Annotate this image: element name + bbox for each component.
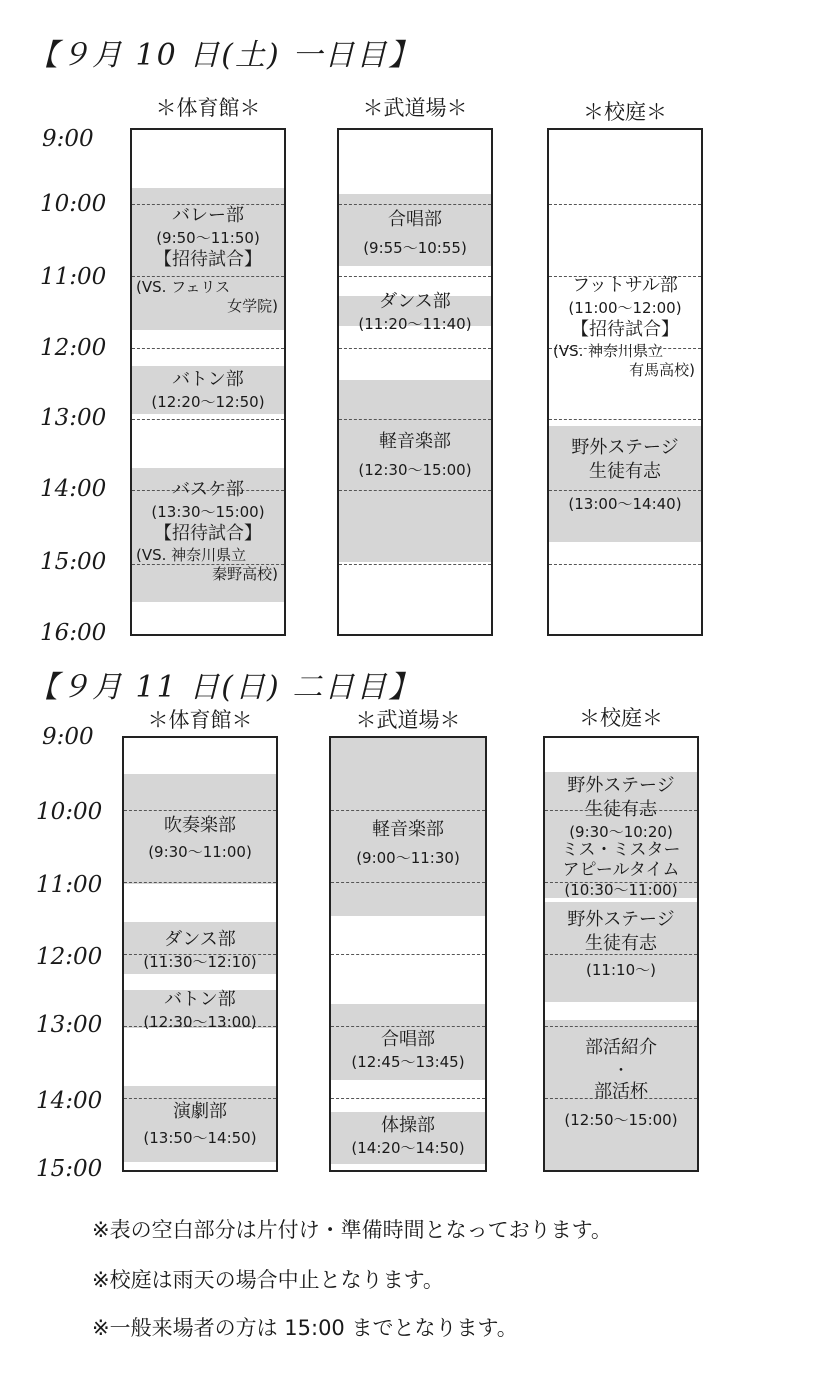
hour-gridline — [549, 564, 701, 565]
day2-schoolyard-column — [543, 736, 699, 1172]
event-time: (13:50～14:50) — [143, 1129, 257, 1147]
hour-gridline — [339, 348, 491, 349]
event-time: (9:50～11:50) — [156, 229, 260, 247]
event-tag: 【招待試合】 — [154, 249, 262, 270]
event-time: (11:00～12:00) — [568, 299, 682, 317]
event-time: (12:30～15:00) — [358, 461, 472, 479]
event-name: 演劇部 — [173, 1101, 227, 1122]
event-time: (9:30～11:00) — [148, 843, 252, 861]
day1-title: 【９月 10 日(土) 一日目】 — [28, 38, 421, 73]
event-vs: 有馬高校) — [629, 361, 695, 379]
hour-gridline — [331, 810, 485, 811]
event-light-music — [331, 818, 485, 868]
day1-venue-gym: ＊体育館＊ — [155, 96, 261, 120]
hour-gridline — [331, 1098, 485, 1099]
event-name: 生徒有志 — [589, 461, 661, 482]
day1-time-label: 9:00 — [42, 126, 94, 152]
day1-schoolyard-column — [547, 128, 703, 636]
note-line: ※表の空白部分は片付け・準備時間となっております。 — [92, 1218, 612, 1242]
day1-time-label: 14:00 — [40, 476, 107, 502]
event-name: 軽音楽部 — [372, 819, 444, 840]
event-name: 生徒有志 — [585, 933, 657, 954]
day1-budojo-column — [337, 128, 493, 636]
event-futsal — [549, 274, 701, 380]
day1-time-label: 13:00 — [40, 405, 107, 431]
event-baton — [132, 368, 284, 412]
event-drama — [124, 1100, 276, 1148]
event-baton — [124, 988, 276, 1032]
event-name: 生徒有志 — [585, 799, 657, 820]
event-name: ダンス部 — [379, 291, 451, 312]
day1-time-label: 11:00 — [40, 264, 107, 290]
event-club-intro — [545, 1036, 697, 1130]
day2-title: 【９月 11 日(日) 二日目】 — [28, 670, 421, 705]
event-time: (14:20～14:50) — [351, 1139, 465, 1157]
hour-gridline — [124, 882, 276, 883]
hour-gridline — [331, 954, 485, 955]
event-separator: ・ — [613, 1061, 629, 1079]
event-volleyball — [132, 204, 284, 316]
event-name: 野外ステージ — [571, 437, 679, 458]
hour-gridline — [331, 882, 485, 883]
hour-gridline — [339, 204, 491, 205]
event-name: 部活杯 — [594, 1081, 648, 1102]
event-time: (11:30～12:10) — [143, 953, 257, 971]
event-basketball — [132, 478, 284, 584]
day1-time-label: 15:00 — [40, 549, 107, 575]
event-name: アピールタイム — [562, 860, 680, 880]
event-outdoor-stage — [549, 436, 701, 514]
day2-time-label: 10:00 — [36, 799, 103, 825]
hour-gridline — [132, 348, 284, 349]
event-time: (9:55～10:55) — [363, 239, 467, 257]
event-chorus — [339, 208, 491, 258]
event-name: バスケ部 — [172, 479, 244, 500]
event-name: 体操部 — [381, 1115, 435, 1136]
hour-gridline — [132, 419, 284, 420]
event-name: 部活紹介 — [585, 1037, 657, 1058]
day1-gym-column — [130, 128, 286, 636]
day2-venue-gym: ＊体育館＊ — [147, 708, 253, 732]
hour-gridline — [549, 419, 701, 420]
event-time: (13:00～14:40) — [568, 495, 682, 513]
event-vs: (VS. 神奈川県立 — [553, 342, 664, 360]
event-outdoor-stage — [545, 908, 697, 980]
hour-gridline — [549, 204, 701, 205]
event-tag: 【招待試合】 — [571, 319, 679, 340]
day1-time-label: 12:00 — [40, 335, 107, 361]
hour-gridline — [339, 564, 491, 565]
note-line: ※一般来場者の方は 15:00 までとなります。 — [92, 1316, 518, 1340]
event-vs: (VS. 神奈川県立 — [136, 546, 247, 564]
day2-time-label: 12:00 — [36, 944, 103, 970]
day2-venue-schoolyard: ＊校庭＊ — [579, 706, 663, 730]
event-name: 合唱部 — [381, 1029, 435, 1050]
event-name: ミス・ミスター — [561, 840, 681, 860]
event-time: (10:30～11:00) — [564, 881, 678, 899]
event-name: 軽音楽部 — [379, 431, 451, 452]
hour-gridline — [339, 419, 491, 420]
day2-time-label: 9:00 — [42, 724, 94, 750]
event-name: 合唱部 — [388, 209, 442, 230]
event-name: 吹奏楽部 — [164, 815, 236, 836]
event-time: (9:30～10:20) — [569, 823, 673, 841]
day1-time-label: 10:00 — [40, 191, 107, 217]
event-time: (12:30～13:00) — [143, 1013, 257, 1031]
event-time: (11:10～) — [586, 961, 656, 979]
event-time: (12:45～13:45) — [351, 1053, 465, 1071]
hour-gridline — [339, 490, 491, 491]
event-brass-band — [124, 814, 276, 862]
day2-budojo-column — [329, 736, 487, 1172]
hour-gridline — [124, 1098, 276, 1099]
event-time: (11:20～11:40) — [358, 315, 472, 333]
event-vs: (VS. フェリス — [136, 278, 231, 296]
event-time: (13:30～15:00) — [151, 503, 265, 521]
event-light-music — [339, 430, 491, 480]
event-chorus — [331, 1028, 485, 1072]
event-tag: 【招待試合】 — [154, 523, 262, 544]
day2-time-label: 14:00 — [36, 1088, 103, 1114]
event-name: バレー部 — [172, 205, 244, 226]
event-dance — [339, 290, 491, 334]
event-name: フットサル部 — [572, 275, 678, 296]
day2-time-label: 15:00 — [36, 1156, 103, 1182]
event-name: ダンス部 — [164, 929, 236, 950]
event-time: (12:50～15:00) — [564, 1111, 678, 1129]
hour-gridline — [545, 1026, 697, 1027]
day1-venue-schoolyard: ＊校庭＊ — [583, 100, 667, 124]
event-dance — [124, 928, 276, 972]
event-miss-mister — [545, 840, 697, 900]
day1-venue-budojo: ＊武道場＊ — [362, 96, 468, 120]
event-time: (12:20～12:50) — [151, 393, 265, 411]
event-name: 野外ステージ — [567, 775, 675, 796]
event-vs: 秦野高校) — [212, 565, 278, 583]
event-name: バトン部 — [164, 989, 236, 1010]
event-time: (9:00～11:30) — [356, 849, 460, 867]
event-gymnastics — [331, 1114, 485, 1158]
day2-venue-budojo: ＊武道場＊ — [355, 708, 461, 732]
day2-gym-column — [122, 736, 278, 1172]
event-outdoor-stage — [545, 774, 697, 842]
event-name: バトン部 — [172, 369, 244, 390]
day2-time-label: 13:00 — [36, 1012, 103, 1038]
hour-gridline — [339, 276, 491, 277]
note-line: ※校庭は雨天の場合中止となります。 — [92, 1268, 444, 1292]
event-name: 野外ステージ — [567, 909, 675, 930]
hour-gridline — [331, 1026, 485, 1027]
day2-time-label: 11:00 — [36, 872, 103, 898]
event-vs: 女学院) — [227, 297, 278, 315]
day1-time-label: 16:00 — [40, 620, 107, 646]
hour-gridline — [124, 810, 276, 811]
